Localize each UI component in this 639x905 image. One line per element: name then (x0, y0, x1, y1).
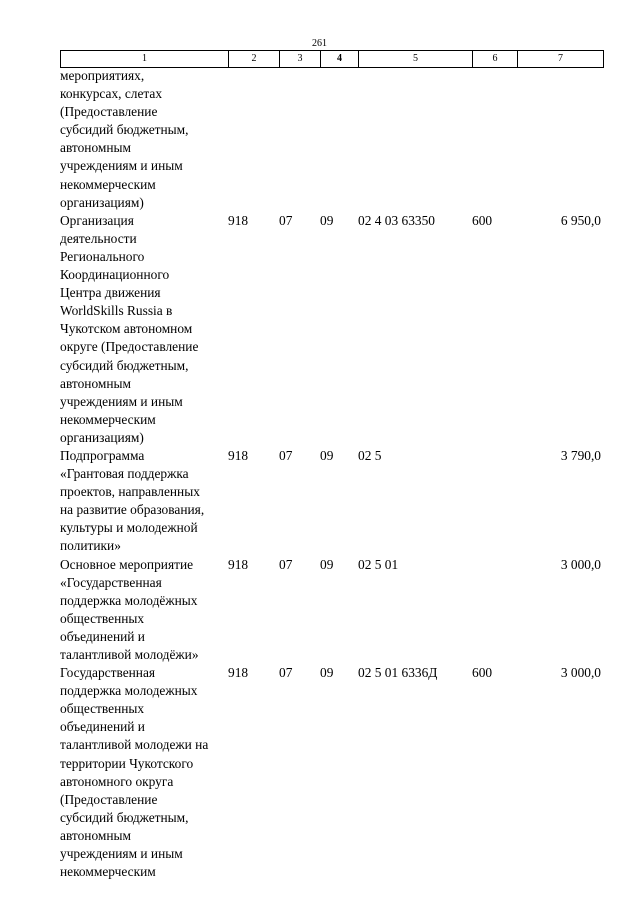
target-article-code: 02 5 01 6336Д (358, 665, 438, 681)
table-row (60, 447, 605, 556)
section-code: 07 (279, 447, 293, 463)
ministry-code: 918 (228, 447, 249, 463)
amount: 6 950,0 (560, 212, 601, 228)
section-code: 07 (279, 665, 293, 681)
ministry-code: 918 (228, 556, 249, 572)
subsection-code: 09 (320, 556, 334, 572)
header-col-1: 1 (61, 51, 229, 68)
target-article-code: 02 5 01 (358, 556, 399, 572)
table-row (60, 67, 605, 212)
subsection-code: 09 (320, 665, 334, 681)
row-name: Подпрограмма «Грантовая поддержка проектов, направленных на развитие образования, культуры и молодежной политики» (60, 447, 205, 554)
header-col-6: 6 (473, 51, 518, 68)
header-row (61, 51, 604, 68)
expense-type-code: 600 (472, 665, 493, 681)
section-code: 07 (279, 556, 293, 572)
subsection-code: 09 (320, 447, 334, 463)
ministry-code: 918 (228, 212, 249, 228)
amount: 3 000,0 (560, 665, 601, 681)
header-col-4: 4 (321, 51, 359, 68)
target-article-code: 02 5 (358, 447, 382, 463)
header-col-7: 7 (518, 51, 604, 68)
section-code: 07 (279, 212, 293, 228)
header-col-2: 2 (229, 51, 280, 68)
amount: 3 000,0 (560, 556, 601, 572)
row-name: Государственная поддержка молодежных общественных объединений и талантливой молодежи на территории Чукотского автономного округа (Предоставление субсидий бюджетным, автономным учреждениям и иным некоммерческим (60, 665, 209, 880)
column-number-header (60, 50, 604, 68)
row-name: Организация деятельности Регионального Координационного Центра движения WorldSkills Russia в Чукотском автономном округе (Предоставление субсидий бюджетным, автономным учреждениям и иным некоммерческим организациям) (60, 212, 199, 445)
row-name: Основное мероприятие «Государственная поддержка молодёжных общественных объединений и талантливой молодёжи» (60, 556, 199, 662)
target-article-code: 02 4 03 63350 (358, 212, 435, 228)
expense-type-code: 600 (472, 212, 493, 228)
ministry-code: 918 (228, 665, 249, 681)
table-row (60, 212, 605, 447)
table-row (60, 556, 605, 665)
row-name: мероприятиях, конкурсах, слетах (Предоставление субсидий бюджетным, автономным учреждениям и иным некоммерческим организациям) (60, 68, 189, 210)
header-col-3: 3 (280, 51, 321, 68)
amount: 3 790,0 (560, 447, 601, 463)
table-row (60, 664, 605, 881)
subsection-code: 09 (320, 212, 334, 228)
budget-table-body (60, 67, 605, 881)
page-number: 261 (312, 38, 327, 49)
header-col-5: 5 (359, 51, 473, 68)
